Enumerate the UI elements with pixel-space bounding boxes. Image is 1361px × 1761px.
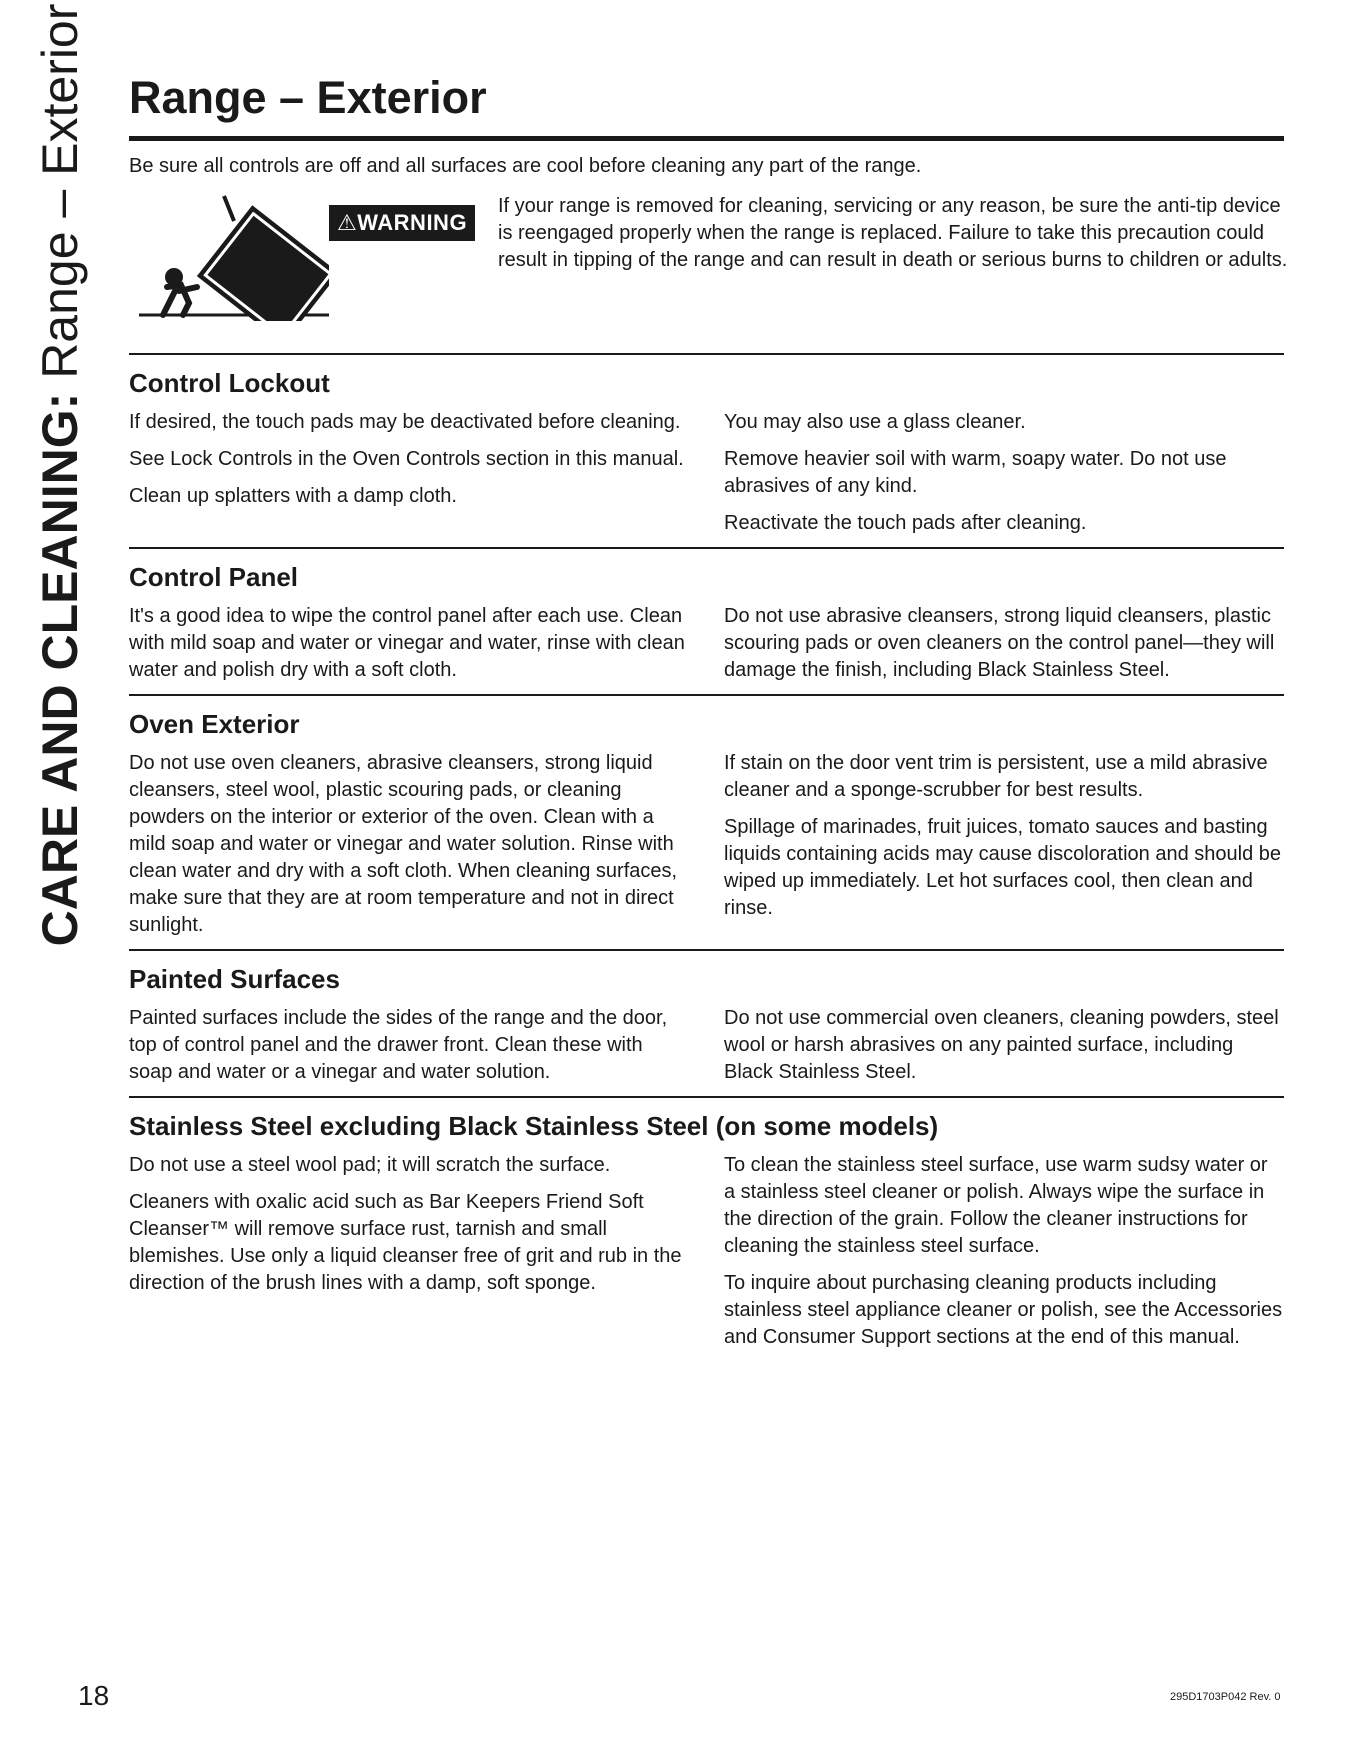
section-heading: Painted Surfaces — [129, 964, 340, 994]
section-column-right — [724, 603, 1284, 694]
section-column-right — [724, 750, 1284, 949]
paragraph: Do not use a steel wool pad; it will scratch the surface. — [129, 1154, 611, 1176]
anti-tip-warning-illustration — [139, 191, 329, 321]
section-column-left — [129, 409, 689, 547]
section-columns — [129, 409, 1284, 547]
section-heading: Control Panel — [129, 562, 299, 592]
section-columns — [129, 1005, 1284, 1096]
paragraph: Do not use commercial oven cleaners, cleaning powders, steel wool or harsh abrasives on any painted surface, including Black Stainless Steel. — [724, 1007, 1279, 1083]
section — [129, 1096, 1284, 1361]
side-tab-bold: CARE AND CLEANING: — [32, 392, 88, 947]
paragraph: It's a good idea to wipe the control panel after each use. Clean with mild soap and water or vinegar and water, rinse with clean water and polish dry with a soft cloth. — [129, 605, 685, 681]
paragraph: Spillage of marinades, fruit juices, tomato sauces and basting liquids containing acids may cause discoloration and should be wiped up immediately. Let hot surfaces cool, then clean and rinse. — [724, 816, 1282, 919]
section — [129, 353, 1284, 547]
intro-text: Be sure all controls are off and all surfaces are cool before cleaning any part of the range. — [129, 155, 922, 177]
warning-block — [129, 183, 1288, 353]
section-heading: Control Lockout — [129, 368, 330, 398]
paragraph: Cleaners with oxalic acid such as Bar Keepers Friend Soft Cleanser™ will remove surface rust, tarnish and small blemishes. Use only a liquid cleanser free of grit and rub in the direction of the brush lines with a damp, soft sponge. — [129, 1191, 682, 1294]
section-heading: Oven Exterior — [129, 709, 300, 739]
warning-triangle-icon: ⚠ — [337, 210, 358, 235]
warning-text: If your range is removed for cleaning, servicing or any reason, be sure the anti-tip device is reengaged properly when the range is replaced. Failure to take this precaution could result in tipping of the range and can result in death or serious burns to children or adults. — [498, 195, 1288, 271]
section-column-right — [724, 409, 1284, 547]
paragraph: Clean up splatters with a damp cloth. — [129, 485, 457, 507]
warning-badge-label: WARNING — [357, 210, 468, 235]
paragraph: Reactivate the touch pads after cleaning. — [724, 512, 1087, 534]
section-columns — [129, 750, 1284, 949]
paragraph: Remove heavier soil with warm, soapy water. Do not use abrasives of any kind. — [724, 448, 1227, 497]
paragraph: Do not use abrasive cleansers, strong liquid cleansers, plastic scouring pads or oven cleaners on the control panel—they will damage the finish, including Black Stainless Steel. — [724, 605, 1275, 681]
section-columns — [129, 1152, 1284, 1361]
section-column-right — [724, 1005, 1284, 1096]
section-column-left — [129, 750, 689, 949]
section-column-left — [129, 603, 689, 694]
paragraph: See Lock Controls in the Oven Controls section in this manual. — [129, 448, 684, 470]
section-column-right — [724, 1152, 1284, 1361]
paragraph: Do not use oven cleaners, abrasive cleansers, strong liquid cleansers, steel wool, plastic scouring pads, or cleaning powders on the interior or exterior of the oven. Clean with a mild soap and water or vinegar and water solution. Rinse with clean water and dry with a soft cloth. When cleaning surfaces, make sure that they are at room temperature and not in direct sunlight. — [129, 752, 678, 936]
side-tab-normal: Range – Exterior — [32, 3, 88, 379]
paragraph: To inquire about purchasing cleaning products including stainless steel appliance cleaner or polish, see the Accessories and Consumer Support sections at the end of this manual. — [724, 1272, 1283, 1348]
section-columns — [129, 603, 1284, 694]
paragraph: To clean the stainless steel surface, use warm sudsy water or a stainless steel cleaner or polish. Always wipe the surface in the direction of the grain. Follow the cleaner instructions for cleaning the stainless steel surface. — [724, 1154, 1268, 1257]
document-code: 295D1703P042 Rev. 0 — [1170, 1691, 1281, 1703]
section — [129, 547, 1284, 694]
page-number: 18 — [78, 1680, 110, 1711]
section-heading: Stainless Steel excluding Black Stainless Steel (on some models) — [129, 1111, 939, 1141]
section — [129, 949, 1284, 1096]
paragraph: If desired, the touch pads may be deactivated before cleaning. — [129, 411, 681, 433]
paragraph: Painted surfaces include the sides of the range and the door, top of control panel and the drawer front. Clean these with soap and water or a vinegar and water solution. — [129, 1007, 668, 1083]
section-column-left — [129, 1152, 689, 1361]
paragraph: You may also use a glass cleaner. — [724, 411, 1026, 433]
section-column-left — [129, 1005, 689, 1096]
warning-badge — [329, 205, 475, 241]
section — [129, 694, 1284, 949]
page-title: Range – Exterior — [129, 72, 1284, 141]
page-content — [129, 72, 1288, 1361]
sections-container — [129, 353, 1284, 1361]
side-tab-title — [30, 3, 90, 947]
paragraph: If stain on the door vent trim is persistent, use a mild abrasive cleaner and a sponge-scrubber for best results. — [724, 752, 1268, 801]
